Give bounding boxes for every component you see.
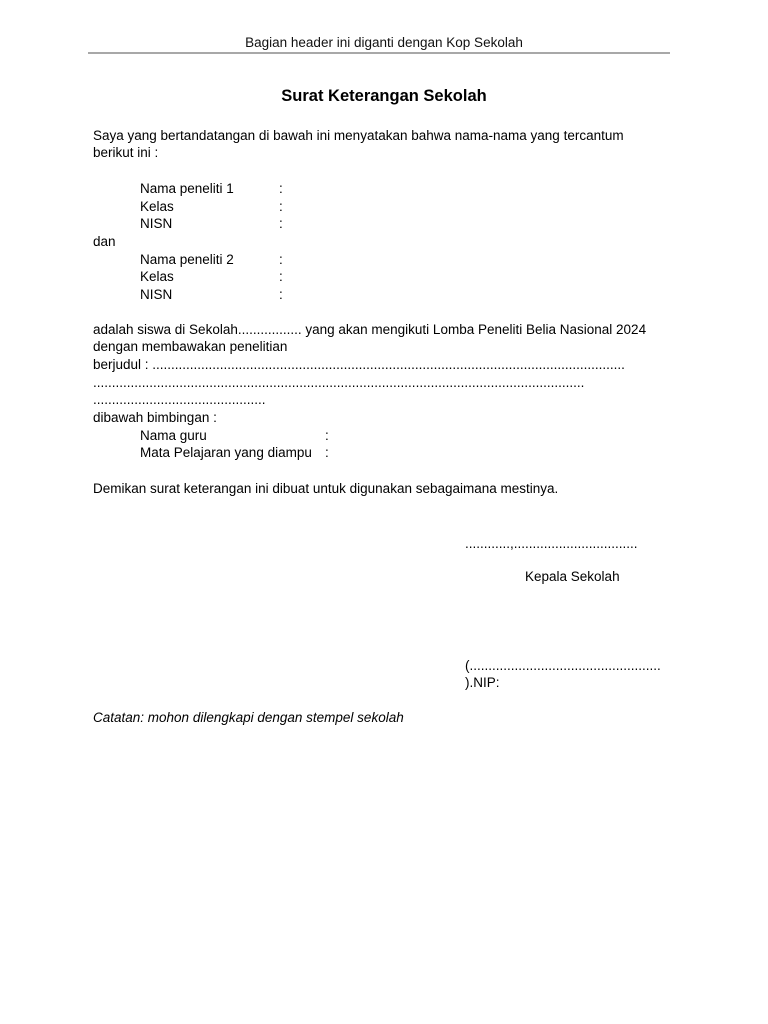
researcher1-name-colon: : [279,181,283,196]
subject-label: Mata Pelajaran yang diampu [140,445,312,460]
researcher2-class-colon: : [279,269,283,284]
header-divider [88,52,670,54]
teacher-name-label: Nama guru [140,428,207,443]
title-fill-line-3: .............................................. [93,392,266,407]
closing-statement: Demikan surat keterangan ini dibuat untuk digunakan sebagaimana mestinya. [93,481,559,496]
header-placeholder-text: Bagian header ini diganti dengan Kop Sekolah [245,35,523,50]
intro-line-2: berikut ini : [93,145,159,160]
intro-line-1: Saya yang bertandatangan di bawah ini menyatakan bahwa nama-nama yang tercantum [93,128,624,143]
body-line-2: dengan membawakan penelitian [93,339,288,354]
researcher2-nisn-label: NISN [140,287,173,302]
researcher2-class-label: Kelas [140,269,174,284]
researcher2-nisn-colon: : [279,287,283,302]
supervision-intro: dibawah bimbingan : [93,410,217,425]
teacher-name-colon: : [325,428,329,443]
place-date-line: ............,................................. [465,536,638,551]
signatory-role: Kepala Sekolah [525,569,620,584]
researcher2-name-label: Nama peneliti 2 [140,252,234,267]
researcher1-nisn-label: NISN [140,216,173,231]
signatory-name-line: (................................................... [465,658,661,673]
researcher1-name-label: Nama peneliti 1 [140,181,234,196]
researcher1-class-label: Kelas [140,199,174,214]
subject-colon: : [325,445,329,460]
title-fill-line-2: ................................................................................................................................... [93,375,585,390]
connector-text: dan [93,234,116,249]
researcher1-nisn-colon: : [279,216,283,231]
title-fill-line-1: berjudul : .............................................................................................................................. [93,357,625,372]
body-line-1: adalah siswa di Sekolah................. yang akan mengikuti Lomba Peneliti Belia Nasional 2024 [93,322,647,337]
letter-title: Surat Keterangan Sekolah [281,87,487,105]
researcher2-name-colon: : [279,252,283,267]
researcher1-class-colon: : [279,199,283,214]
stamp-note: Catatan: mohon dilengkapi dengan stempel sekolah [93,710,404,725]
signatory-nip-line: ).NIP: [465,675,500,690]
